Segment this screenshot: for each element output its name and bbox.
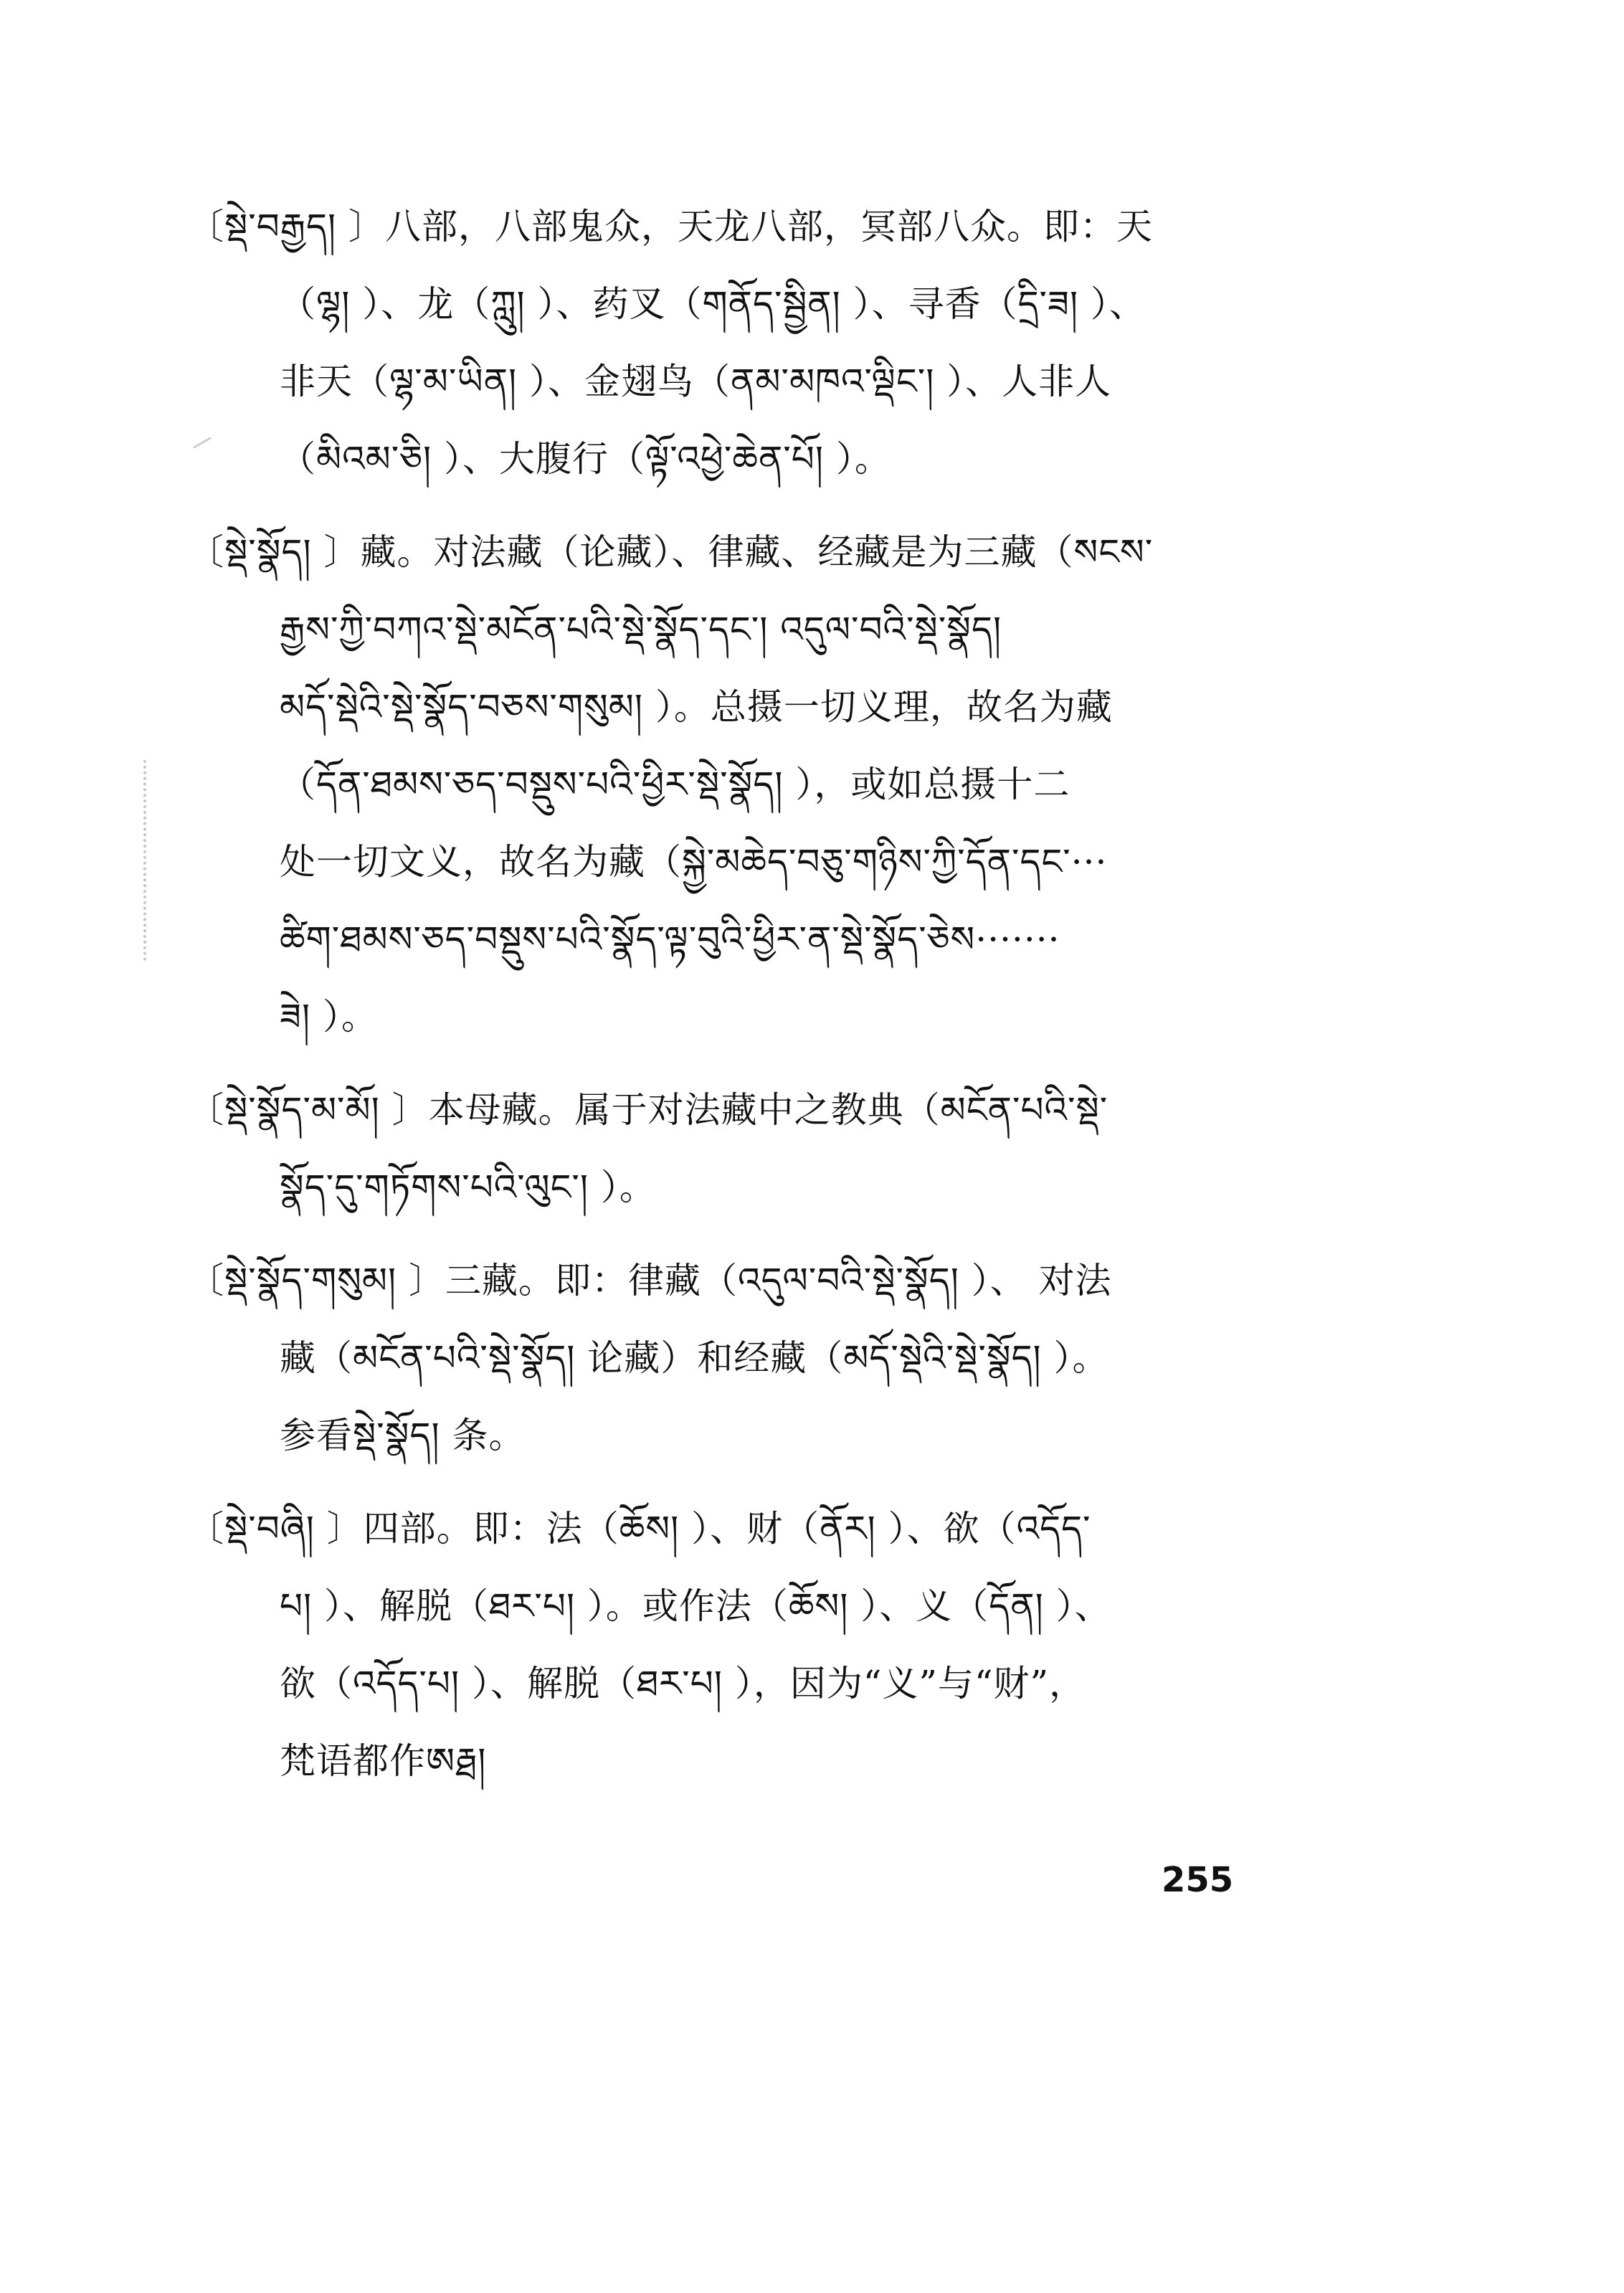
entry-line: 梵语都作ཨརྠ།: [280, 1740, 487, 1782]
entry-line: 参看སྡེ་སྣོད། 条。: [280, 1415, 526, 1456]
entry-sde-brgyad: [188, 188, 1278, 498]
entry-line: མདོ་སྡེའི་སྡེ་སྣོད་བཅས་གསུམ། ）。总摄一切义理，故名为藏: [280, 686, 1113, 728]
page-number: 255: [1162, 1860, 1234, 1900]
entry-sde-snod: [188, 513, 1278, 1055]
entry-line: ཚིག་ཐམས་ཅད་བསྡུས་པའི་སྣོད་ལྟ་བུའི་ཕྱིར་ན་སྡེ་སྣོད་ཅེས·······: [280, 918, 1060, 960]
entry-line: 〔སྡེ་སྣོད་མ་མོ། 〕本母藏。属于对法藏中之教典（མངོན་པའི་སྡེ་: [188, 1089, 1108, 1131]
entry-line: 欲（འདོད་པ། ）、解脱（ཐར་པ། ），因为“义”与“财”，: [280, 1663, 1086, 1704]
entry-line: སྣོད་དུ་གཏོགས་པའི་ལུང་། ）。: [280, 1167, 656, 1208]
entry-line: 处一切文义，故名为藏（སྐྱེ་མཆེད་བཅུ་གཉིས་ཀྱི་དོན་དང་···: [280, 841, 1108, 883]
entry-line: ཟེ། ）。: [280, 996, 378, 1038]
entry-line: 〔སྡེ་བཞི། 〕四部。即：法（ཆོས། ）、财（ནོར། ）、欲（འདོད་: [188, 1508, 1091, 1549]
entry-line: 〔སྡེ་བརྒྱད། 〕八部，八部鬼众，天龙八部，冥部八众。即：天: [188, 206, 1153, 247]
entry-line: （ལྷ། ）、龙（ཀླུ། ）、药叉（གནོད་སྦྱིན། ）、寻香（དྲི་ཟ། ）、: [280, 283, 1146, 325]
entry-line: 〔སྡེ་སྣོད་གསུམ། 〕三藏。即：律藏（འདུལ་བའི་སྡེ་སྣོད། ）、 对法: [188, 1260, 1112, 1301]
scan-margin-dots: [143, 760, 161, 961]
entry-line: པ། ）、解脱（ཐར་པ། ）。或作法（ཆོས། ）、义（དོན། ）、: [280, 1585, 1111, 1627]
entry-list: [188, 188, 1278, 1815]
entry-sde-snod-ma-mo: [188, 1071, 1278, 1226]
entry-line: 〔སྡེ་སྣོད། 〕藏。对法藏（论藏）、律藏、经藏是为三藏（སངས་: [188, 531, 1154, 573]
entry-line: （མིའམ་ཅི། ）、大腹行（ལྟོ་འཕྱེ་ཆེན་པོ། ）。: [280, 438, 891, 480]
entry-line: 非天（ལྷ་མ་ཡིན། ）、金翅鸟（ནམ་མཁའ་ལྡིང་། ）、人非人: [280, 361, 1112, 402]
entry-sde-snod-gsum: [188, 1242, 1278, 1474]
entry-line: （དོན་ཐམས་ཅད་བསྡུས་པའི་ཕྱིར་སྡེ་སྣོད། ），或如总摄十二: [280, 764, 1070, 805]
entry-sde-bzhi: [188, 1490, 1278, 1800]
entry-line: རྒྱས་ཀྱི་བཀའ་སྡེ་མངོན་པའི་སྡེ་སྣོད་དང་། འདུལ་བའི་སྡེ་སྣོད།: [280, 609, 1002, 650]
entry-line: 藏（མངོན་པའི་སྡེ་སྣོད། 论藏）和经藏（མདོ་སྡེའི་སྡེ་སྣོད། ）。: [280, 1337, 1109, 1379]
